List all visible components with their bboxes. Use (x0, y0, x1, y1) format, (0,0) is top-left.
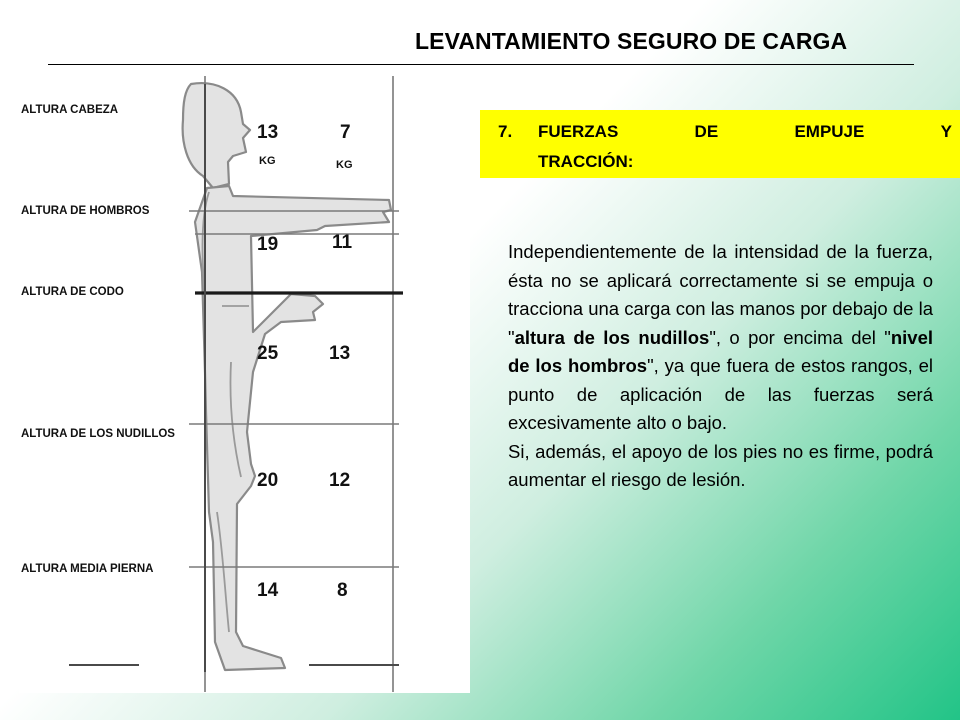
section-title-word: DE (694, 122, 719, 141)
force-value: 14 (257, 580, 279, 601)
paragraph-2: Si, además, el apoyo de los pies no es firme, podrá aumentar el riesgo de lesión. (508, 440, 933, 490)
force-height-figure (19, 72, 470, 693)
section-title-line-2: TRACCIÓN: (538, 152, 634, 171)
force-value: 12 (329, 470, 351, 491)
paragraph-1: Independientemente de la intensidad de la fuerza, ésta no se aplicará correctamente si se empuja o tracciona una carga con las manos por debajo de la "altura de los nudillos", o por encima del "nivel de los hombros", ya que fuera de estos rangos, el punto de aplicación de las fuerzas será excesivamente alto o bajo. (508, 241, 934, 433)
body-silhouette (183, 83, 391, 670)
section-heading (480, 110, 960, 178)
force-unit: KG (259, 155, 276, 167)
level-label-knuckles: ALTURA DE LOS NUDILLOS (21, 428, 175, 440)
section-title-line-1 (538, 122, 952, 142)
section-title-word: Y (940, 122, 952, 141)
level-label-mid-leg: ALTURA MEDIA PIERNA (21, 563, 154, 575)
force-value: 19 (257, 234, 279, 255)
force-value: 8 (337, 580, 348, 601)
section-number: 7. (498, 122, 513, 141)
level-label-elbow: ALTURA DE CODO (21, 286, 124, 298)
highlight-knuckle-height: altura de los nudillos (514, 326, 710, 348)
level-label-shoulders: ALTURA DE HOMBROS (21, 205, 150, 217)
force-unit: KG (336, 159, 353, 171)
force-value: 20 (257, 470, 279, 491)
force-value: 25 (257, 343, 279, 364)
title-divider (48, 64, 914, 65)
section-title-word: FUERZAS (538, 122, 619, 141)
level-label-head: ALTURA CABEZA (21, 104, 119, 116)
body-text (508, 238, 933, 495)
force-value: 13 (329, 343, 351, 364)
force-value: 11 (332, 232, 353, 253)
section-title-word: EMPUJE (794, 122, 865, 141)
force-value: 13 (257, 122, 279, 143)
page-title: LEVANTAMIENTO SEGURO DE CARGA (415, 28, 848, 54)
force-value: 7 (340, 122, 351, 143)
highlight-shoulder-level: nivel de los hombros (508, 326, 934, 376)
